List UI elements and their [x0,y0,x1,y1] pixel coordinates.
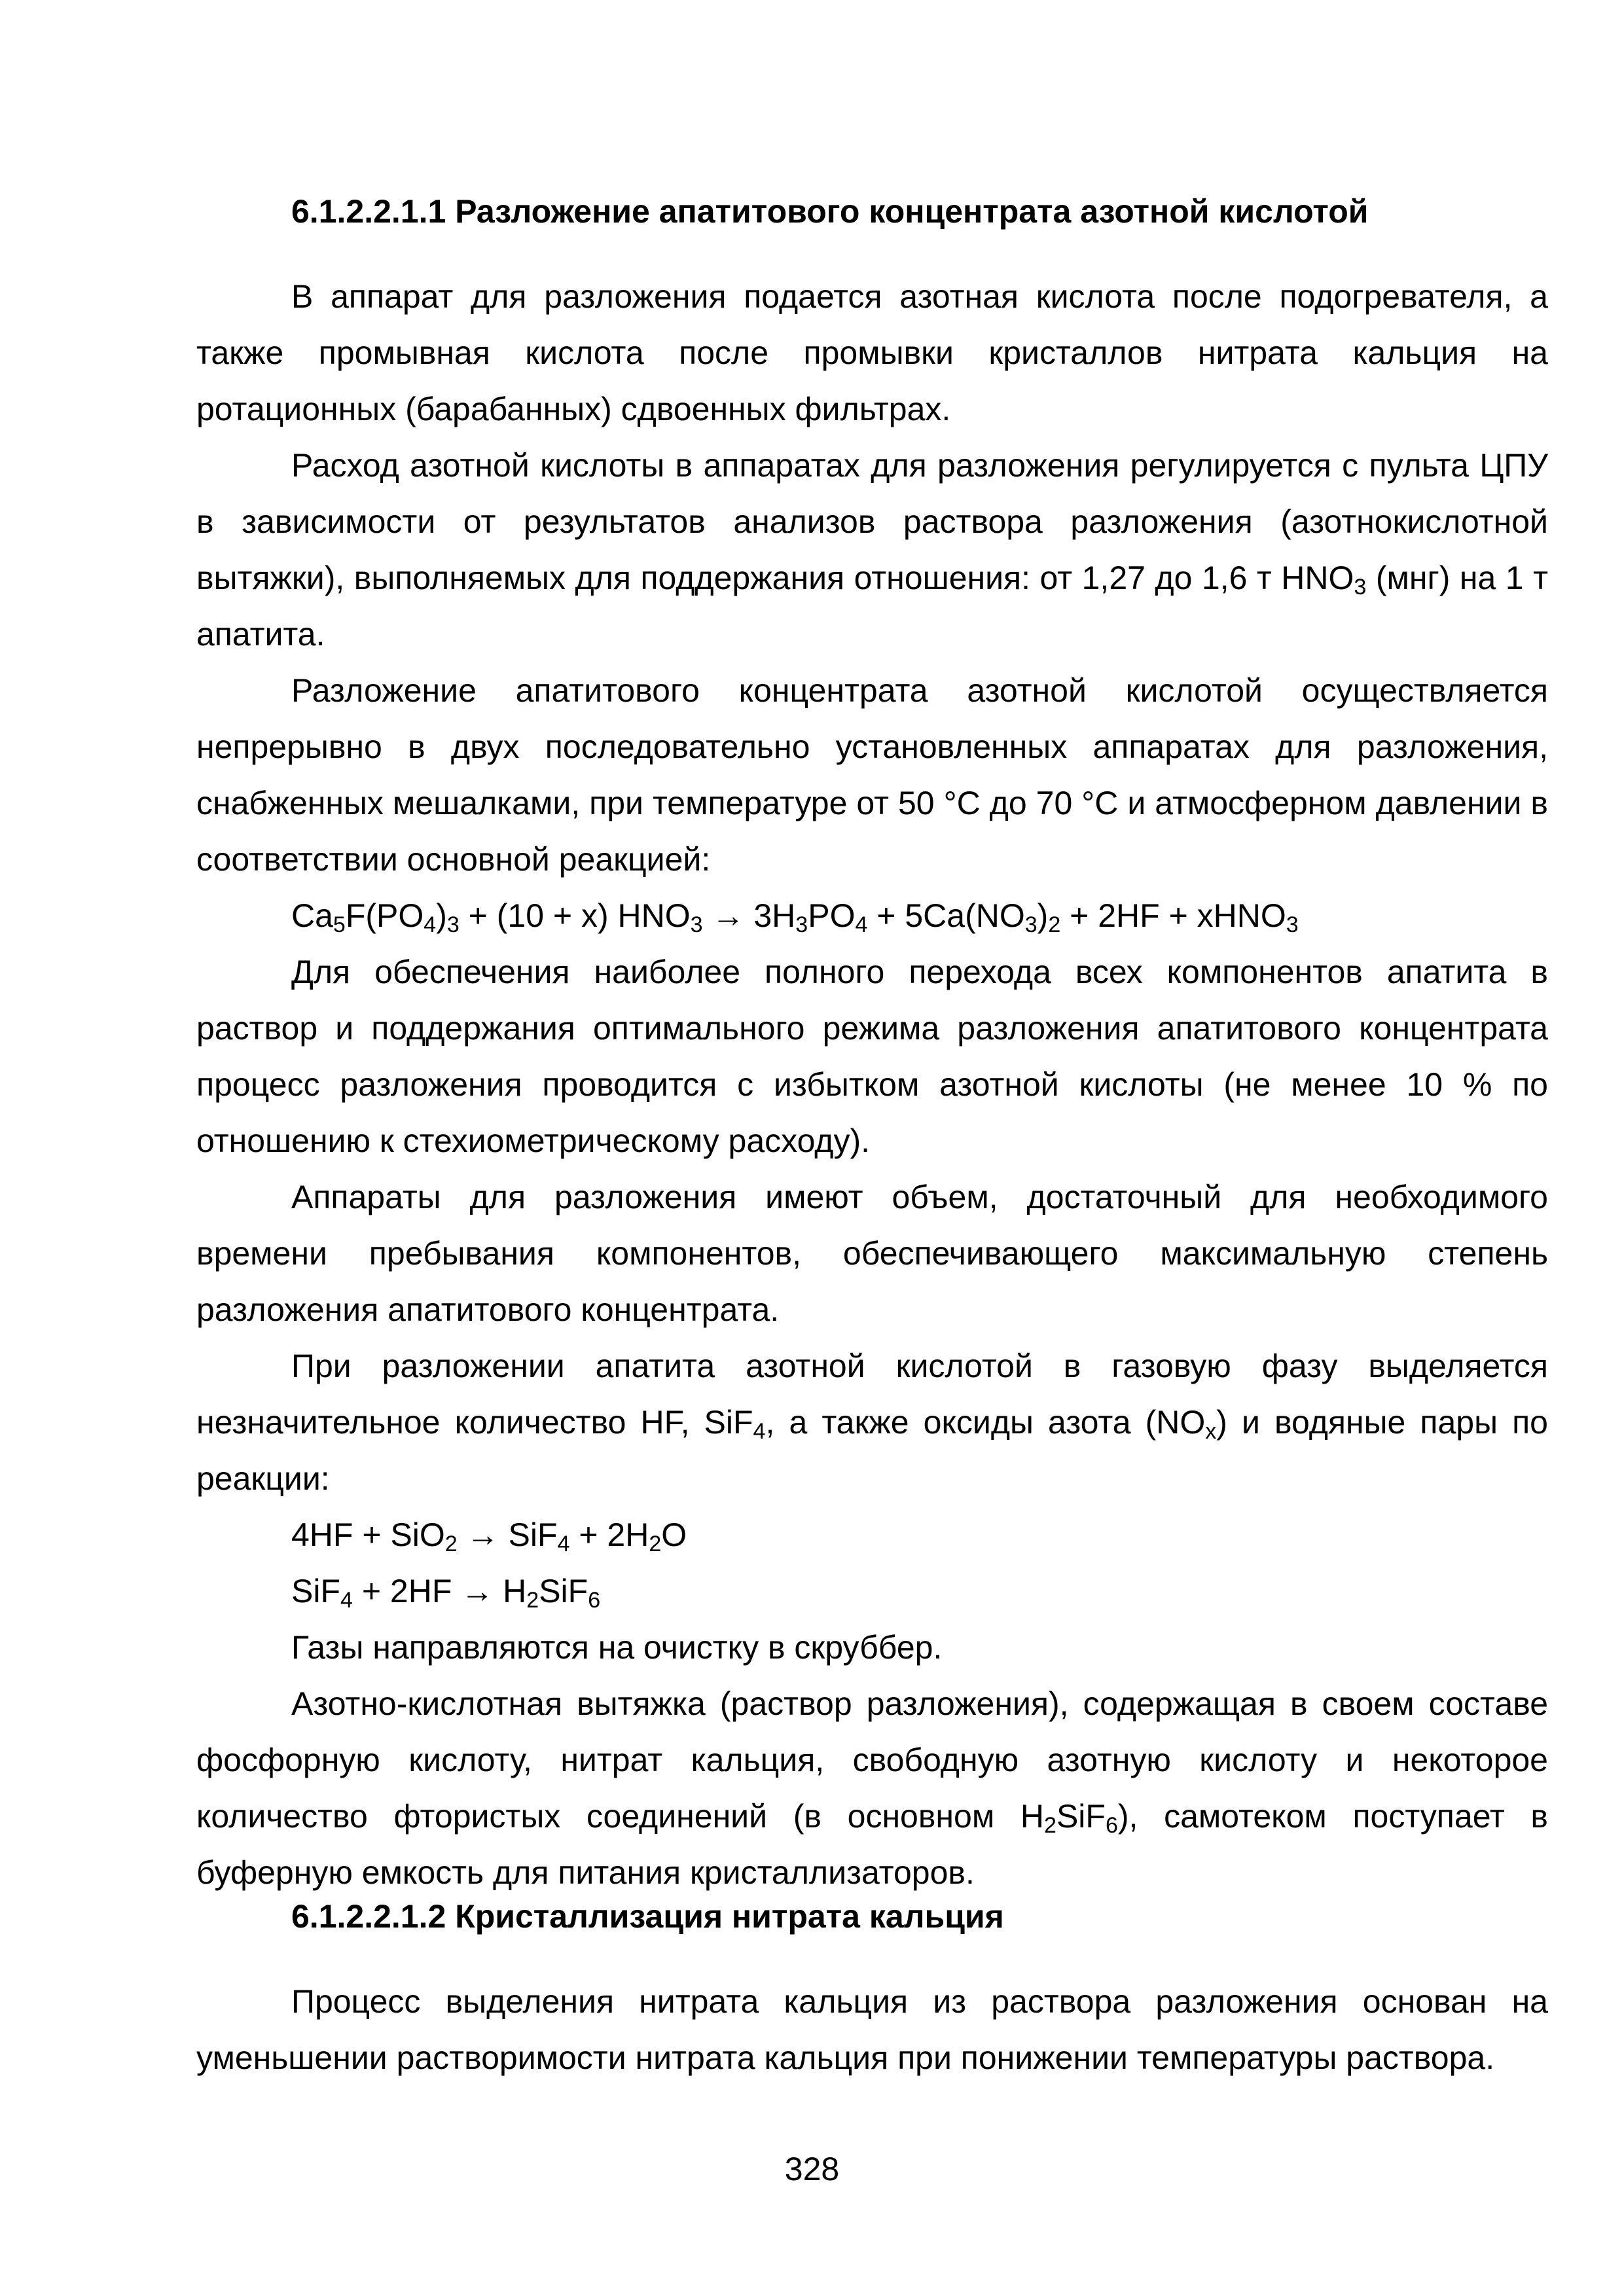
paragraph-acid-consumption: Расход азотной кислоты в аппаратах для разложения регулируется с пульта ЦПУ в зависимости от результатов анализов раствора разложения (азотнокислотной вытяжки), выполняемых для поддержания отношения: от 1,27 до 1,6 т $HNO_3$ (мнг) на 1 т апатита. [196,447,1548,653]
section-body-crystallization [196,1973,1548,2086]
section-heading-decomposition: 6.1.2.2.1.1 Разложение апатитового концентрата азотной кислотой [291,193,1369,230]
paragraph-gas-phase: При разложении апатита азотной кислотой в газовую фазу выделяется незначительное количество HF, SiF$_4$, а также оксиды азота $(NO_x)$ и водяные пары по реакции: [196,1348,1548,1497]
paragraph-crystallization: Процесс выделения нитрата кальция из раствора разложения основан на уменьшении растворимости нитрата кальция при понижении температуры раствора. [196,1983,1548,2076]
section-heading-crystallization: 6.1.2.2.1.2 Кристаллизация нитрата кальция [291,1898,1004,1935]
section-body-decomposition [196,268,1548,1901]
paragraph-excess-acid: Для обеспечения наиболее полного перехода всех компонентов апатита в раствор и поддержания оптимального режима разложения апатитового концентрата процесс разложения проводится с избытком азотной кислоты (не менее 10 % по отношению к стехиометрическому расходу). [196,954,1548,1159]
reaction-main: $Ca_5F(PO_4)_3 + (10 + x) HNO_3 \to 3H_3PO_4 + 5Ca(NO_3)_2 + 2HF$ + xHNO$_3$ [291,897,1299,937]
reaction-silica: $4HF + SiO_2 \to SiF_4 + 2H_2O$ [291,1516,687,1556]
page-number: 328 [784,2151,840,2187]
paragraph-acid-feed: В аппарат для разложения подается азотная кислота после подогревателя, а также промывная кислота после промывки кристаллов нитрата кальция на ротационных (барабанных) сдвоенных фильтрах. [196,278,1548,427]
paragraph-scrubber: Газы направляются на очистку в скруббер. [291,1629,943,1666]
paragraph-apparatus-volume: Аппараты для разложения имеют объем, достаточный для необходимого времени пребывания компонентов, обеспечивающего максимальную степень разложения апатитового концентрата. [196,1179,1548,1328]
paragraph-decomposition-process: Разложение апатитового концентрата азотной кислотой осуществляется непрерывно в двух последовательно установленных аппаратах для разложения, снабженных мешалками, при температуре от 50 °С до 70 °С и атмосферном давлении в соответствии основной реакцией: [196,672,1548,878]
paragraph-nitric-extract: Азотно-кислотная вытяжка (раствор разложения), содержащая в своем составе фосфорную кислоту, нитрат кальция, свободную азотную кислоту и некоторое количество фтористых соединений (в основном $H_2SiF_6$), самотеком поступает в буферную емкость для питания кристаллизаторов. [196,1685,1548,1891]
reaction-fluorosilicic: $SiF_4 + 2HF \to H_2SiF_6$ [291,1573,601,1613]
